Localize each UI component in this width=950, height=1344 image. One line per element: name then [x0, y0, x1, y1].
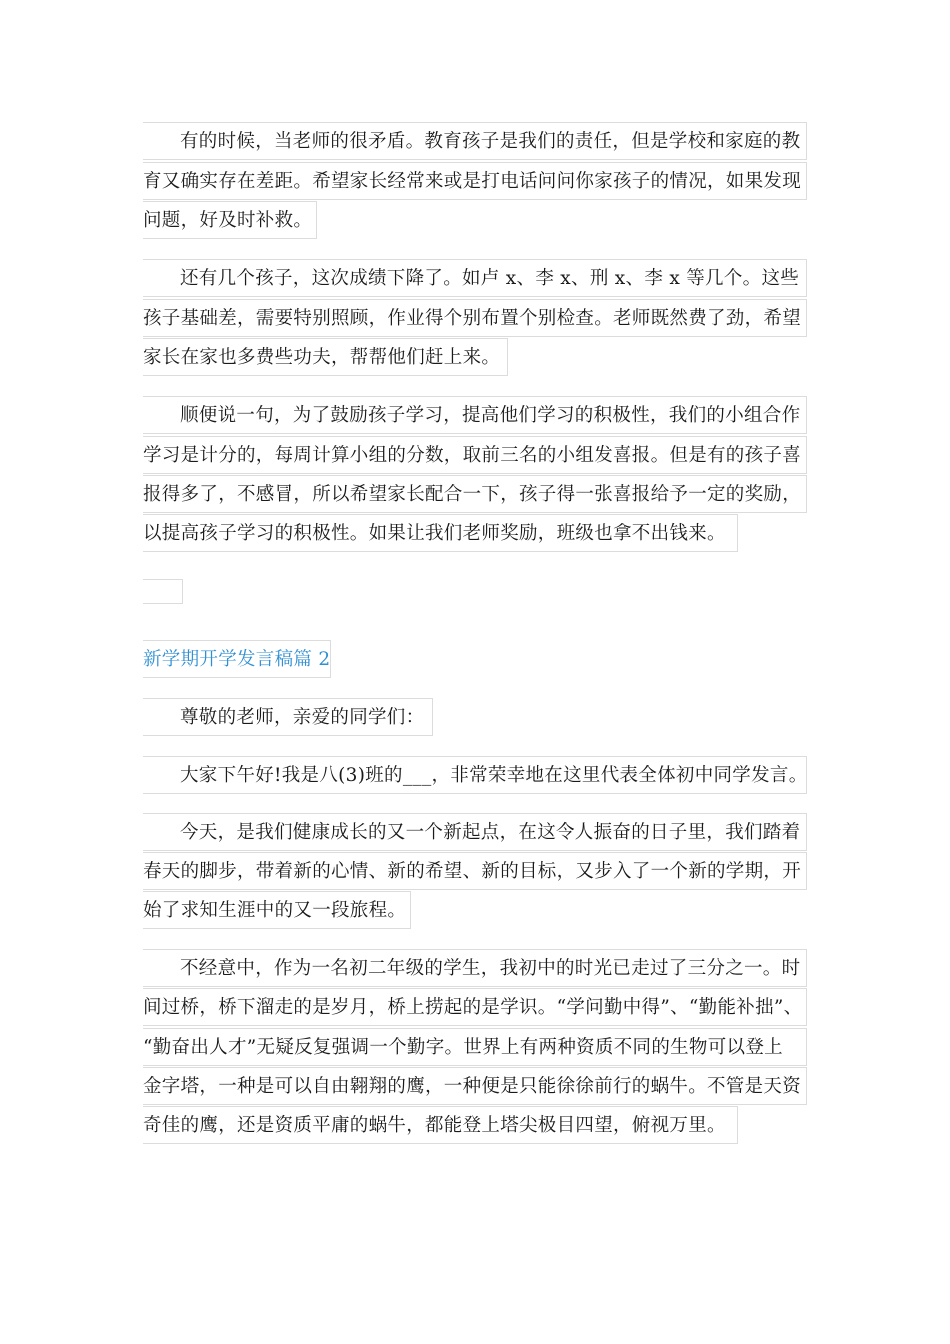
paragraph-2-line-3: 家长在家也多费些功夫，帮帮他们赶上来。: [143, 338, 508, 376]
paragraph-4-line-1: 今天，是我们健康成长的又一个新起点，在这令人振奋的日子里，我们踏着: [143, 813, 807, 851]
paragraph-5-line-4: 金字塔，一种是可以自由翱翔的鹰，一种便是只能徐徐前行的蜗牛。不管是天资: [143, 1067, 807, 1105]
paragraph-1-line-3: 问题，好及时补救。: [143, 201, 317, 239]
paragraph-3-line-4: 以提高孩子学习的积极性。如果让我们老师奖励，班级也拿不出钱来。: [143, 514, 738, 552]
paragraph-5-line-2: 间过桥，桥下溜走的是岁月，桥上捞起的是学识。“学问勤中得”、“勤能补拙”、: [143, 988, 807, 1026]
section-heading: 新学期开学发言稿篇 2: [143, 640, 331, 678]
paragraph-3-line-2: 学习是计分的，每周计算小组的分数，取前三名的小组发喜报。但是有的孩子喜: [143, 436, 807, 474]
paragraph-1-line-2: 育又确实存在差距。希望家长经常来或是打电话问问你家孩子的情况，如果发现: [143, 162, 807, 200]
paragraph-3-line-1: 顺便说一句，为了鼓励孩子学习，提高他们学习的积极性，我们的小组合作: [143, 396, 807, 434]
paragraph-1-line-1: 有的时候，当老师的很矛盾。教育孩子是我们的责任，但是学校和家庭的教: [143, 122, 807, 160]
greeting: 大家下午好!我是八(3)班的___，非常荣幸地在这里代表全体初中同学发言。: [143, 756, 807, 794]
paragraph-3-line-3: 报得多了，不感冒，所以希望家长配合一下，孩子得一张喜报给予一定的奖励，: [143, 475, 807, 513]
paragraph-5-line-3: “勤奋出人才”无疑反复强调一个勤字。世界上有两种资质不同的生物可以登上: [143, 1028, 807, 1066]
salutation: 尊敬的老师，亲爱的同学们：: [143, 698, 433, 736]
paragraph-5-line-1: 不经意中，作为一名初二年级的学生，我初中的时光已走过了三分之一。时: [143, 949, 807, 987]
paragraph-4-line-2: 春天的脚步，带着新的心情、新的希望、新的目标，又步入了一个新的学期，开: [143, 852, 807, 890]
empty-line-box: [143, 579, 183, 604]
paragraph-2-line-2: 孩子基础差，需要特别照顾，作业得个别布置个别检查。老师既然费了劲，希望: [143, 299, 807, 337]
paragraph-4-line-3: 始了求知生涯中的又一段旅程。: [143, 891, 411, 929]
paragraph-5-line-5: 奇佳的鹰，还是资质平庸的蜗牛，都能登上塔尖极目四望，俯视万里。: [143, 1106, 738, 1144]
paragraph-2-line-1: 还有几个孩子，这次成绩下降了。如卢 x、李 x、刑 x、李 x 等几个。这些: [143, 259, 807, 297]
